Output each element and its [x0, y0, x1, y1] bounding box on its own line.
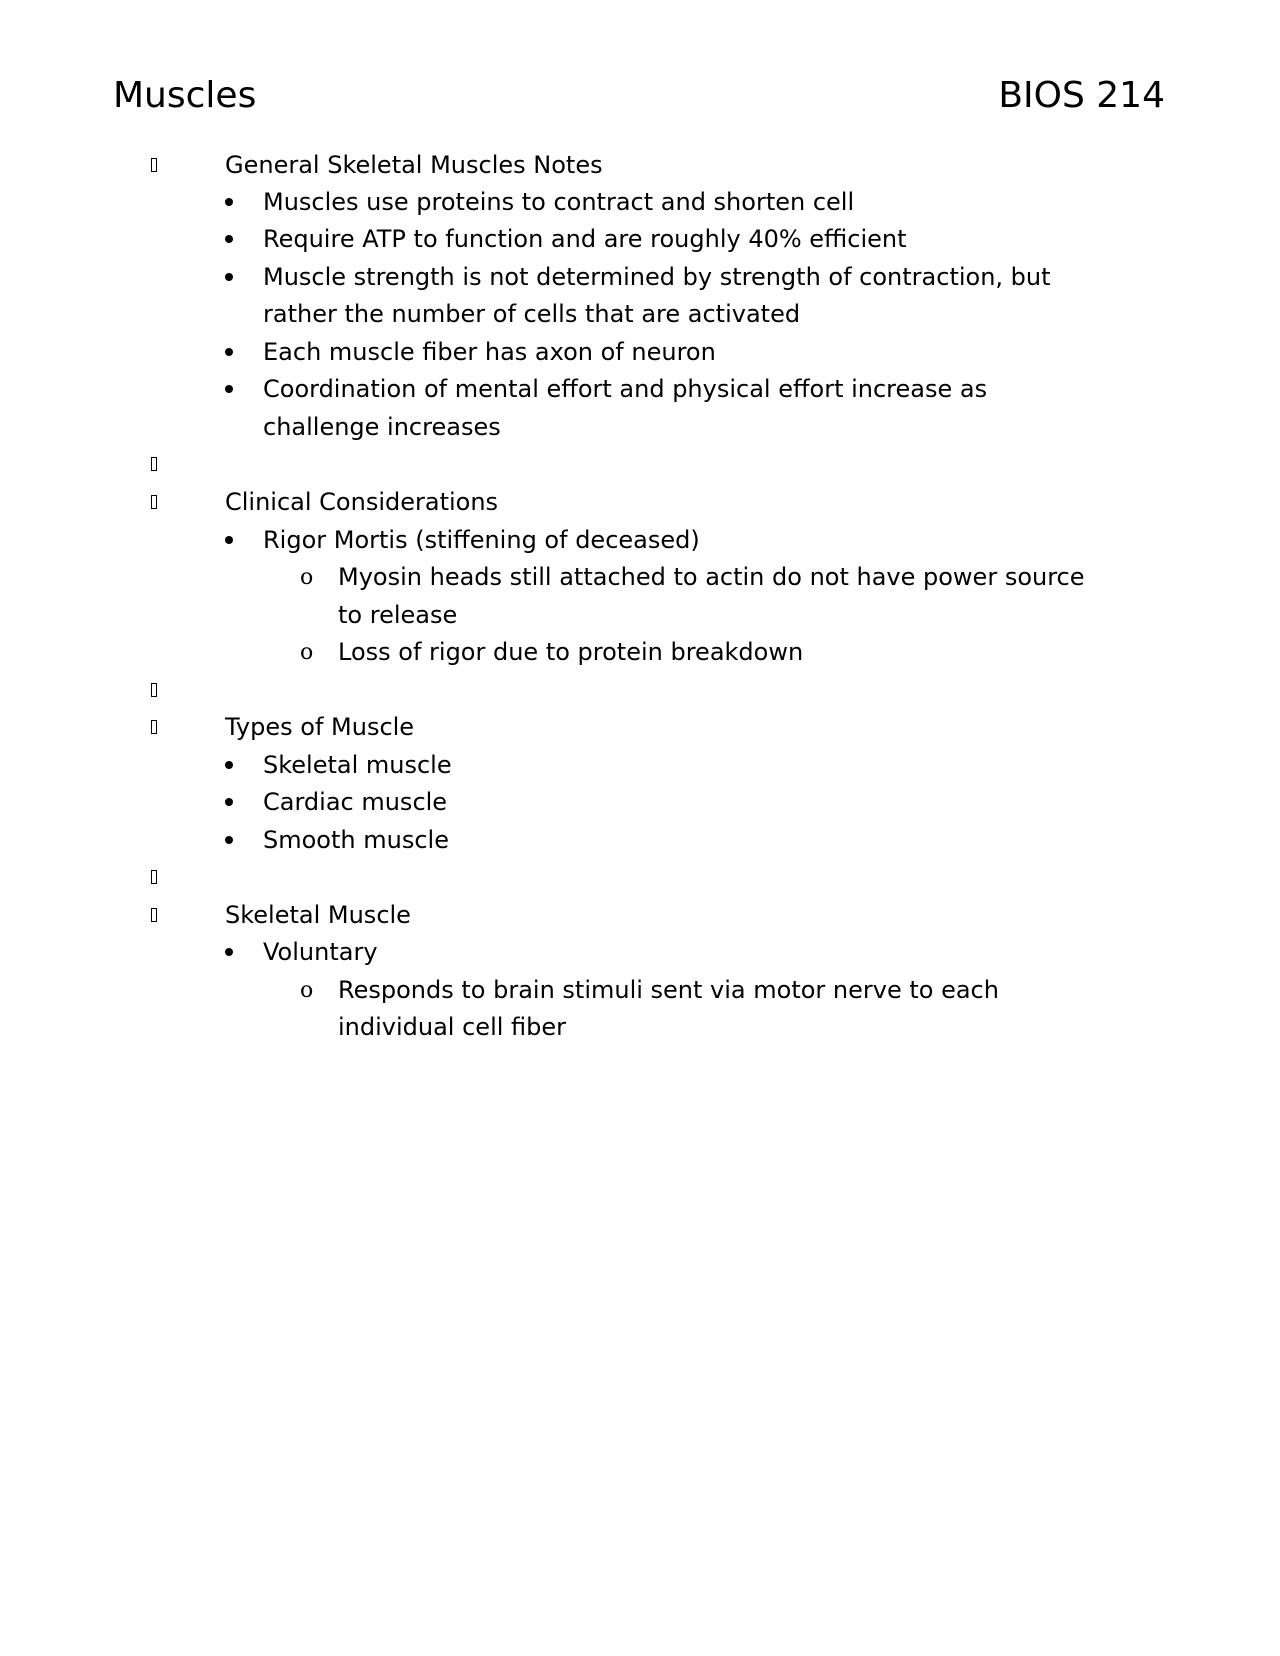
bullet-icon — [225, 235, 233, 243]
bullet-icon — [225, 348, 233, 356]
bullet-text: Smooth muscle — [263, 826, 449, 854]
bullet-text: Muscle strength is not determined by strength of contraction, but — [263, 263, 1051, 291]
sub-bullet-text: to release — [338, 601, 458, 629]
empty-list-row — [0, 672, 1280, 709]
bullet-icon — [225, 948, 233, 956]
section-heading-row — [0, 484, 1280, 521]
list-marker-box-icon — [151, 495, 157, 509]
section-heading-row — [0, 897, 1280, 934]
bullet-text: Voluntary — [263, 938, 378, 966]
list-item — [0, 371, 1280, 408]
bullet-text: Coordination of mental effort and physical effort increase as — [263, 375, 988, 403]
list-marker-box-icon — [151, 158, 157, 172]
list-item — [0, 334, 1280, 371]
list-item — [0, 822, 1280, 859]
list-item — [0, 259, 1280, 296]
course-code: BIOS 214 — [998, 75, 1165, 116]
empty-list-row — [0, 859, 1280, 896]
sub-bullet-text: Responds to brain stimuli sent via motor nerve to each — [338, 976, 999, 1004]
bullet-text: Muscles use proteins to contract and shorten cell — [263, 188, 855, 216]
bullet-text: Rigor Mortis (stiffening of deceased) — [263, 526, 700, 554]
bullet-icon — [225, 198, 233, 206]
list-marker-box-icon — [151, 908, 157, 922]
sub-bullet-marker: o — [300, 565, 314, 590]
bullet-text: Cardiac muscle — [263, 788, 448, 816]
sub-bullet-text: Myosin heads still attached to actin do not have power source — [338, 563, 1085, 591]
list-item — [0, 221, 1280, 258]
list-item-continuation — [0, 409, 1280, 446]
sub-list-item — [0, 559, 1280, 596]
sub-bullet-marker: o — [300, 640, 314, 665]
list-item — [0, 747, 1280, 784]
section-heading: General Skeletal Muscles Notes — [225, 151, 603, 179]
section-heading: Clinical Considerations — [225, 488, 499, 516]
section-heading-row — [0, 147, 1280, 184]
bullet-icon — [225, 836, 233, 844]
bullet-icon — [225, 385, 233, 393]
sub-list-item-continuation — [0, 1009, 1280, 1046]
bullet-text: Skeletal muscle — [263, 751, 452, 779]
section-heading: Types of Muscle — [225, 713, 415, 741]
bullet-icon — [225, 273, 233, 281]
section-heading-row — [0, 709, 1280, 746]
bullet-text: Each muscle fiber has axon of neuron — [263, 338, 716, 366]
list-item — [0, 184, 1280, 221]
list-marker-box-icon — [151, 457, 157, 471]
bullet-text: rather the number of cells that are activated — [263, 300, 801, 328]
bullet-icon — [225, 798, 233, 806]
sub-bullet-marker: o — [300, 978, 314, 1003]
bullet-text: challenge increases — [263, 413, 501, 441]
list-item — [0, 784, 1280, 821]
empty-list-row — [0, 446, 1280, 483]
list-item — [0, 522, 1280, 559]
sub-list-item — [0, 634, 1280, 671]
list-marker-box-icon — [151, 683, 157, 697]
list-marker-box-icon — [151, 870, 157, 884]
document-title: Muscles — [113, 75, 257, 116]
sub-list-item — [0, 972, 1280, 1009]
section-heading: Skeletal Muscle — [225, 901, 411, 929]
bullet-icon — [225, 536, 233, 544]
bullet-text: Require ATP to function and are roughly 40% efficient — [263, 225, 907, 253]
list-marker-box-icon — [151, 720, 157, 734]
sub-list-item-continuation — [0, 597, 1280, 634]
list-item-continuation — [0, 296, 1280, 333]
list-item — [0, 934, 1280, 971]
sub-bullet-text: Loss of rigor due to protein breakdown — [338, 638, 804, 666]
sub-bullet-text: individual cell fiber — [338, 1013, 567, 1041]
bullet-icon — [225, 761, 233, 769]
